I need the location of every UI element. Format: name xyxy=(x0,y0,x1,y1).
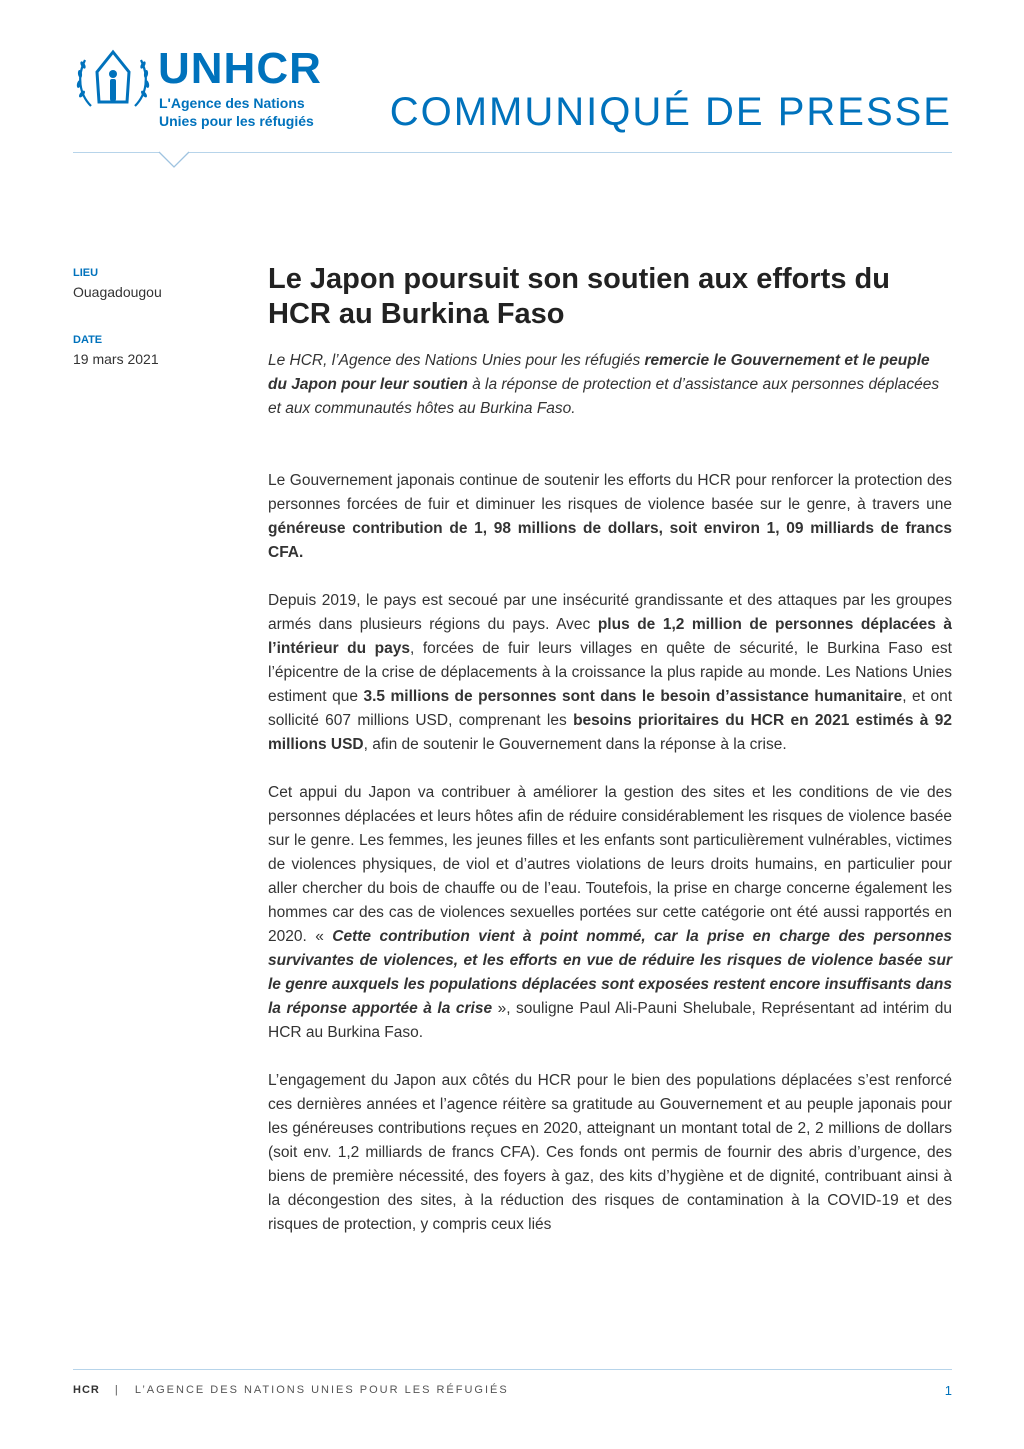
article xyxy=(268,262,952,1237)
text-run: Cette contribution vient à point nommé, car la prise en charge des personnes survivantes de violences, et les efforts en vue de réduire les risques de violence basée sur le genre auxquels les populations déplacées sont exposées restent encore insuffisants dans la réponse apportée à la crise xyxy=(268,928,952,1017)
date-value: 19 mars 2021 xyxy=(73,351,159,367)
paragraph-3 xyxy=(268,781,952,1045)
location-label: LIEU xyxy=(73,267,99,279)
article-title: Le Japon poursuit son soutien aux efforts du HCR au Burkina Faso xyxy=(268,263,890,330)
meta-location xyxy=(73,267,253,300)
article-lead xyxy=(268,349,952,421)
unhcr-emblem-icon xyxy=(73,46,153,116)
footer-separator: | xyxy=(114,1384,120,1396)
page-number: 1 xyxy=(944,1383,952,1398)
logo-tagline-line-1: L'Agence des Nations xyxy=(159,95,305,111)
text-run: généreuse contribution de 1, 98 millions de dollars, soit environ 1, 09 milliards de francs CFA. xyxy=(268,520,952,561)
location-value: Ouagadougou xyxy=(73,284,162,300)
text-run: , afin de soutenir le Gouvernement dans la réponse à la crise. xyxy=(363,736,787,753)
paragraph-2 xyxy=(268,589,952,757)
text-run: 3.5 millions de personnes sont dans le besoin d’assistance humanitaire xyxy=(363,688,903,705)
footer-agency: L’AGENCE DES NATIONS UNIES POUR LES RÉFUGIÉS xyxy=(134,1384,509,1396)
footer-divider xyxy=(73,1369,952,1370)
chevron-down-icon xyxy=(158,151,190,169)
footer xyxy=(73,1384,509,1396)
text-run: à la réponse de protection et d’assistance aux personnes déplacées et aux communautés hôtes au Burkina Faso. xyxy=(268,376,940,417)
logo-wordmark: UNHCR xyxy=(158,44,322,93)
text-run: plus de 1,2 million de personnes déplacées à l’intérieur du pays xyxy=(268,616,952,657)
text-run: , et ont sollicité 607 millions USD, comprenant les xyxy=(268,688,952,729)
text-run: L’engagement du Japon aux côtés du HCR pour le bien des populations déplacées s’est renforcé ces dernières années et l’agence réitère sa gratitude au Gouvernement et au peuple japonais pour les généreuses contributions reçues en 2020, atteignant un montant total de 2, 2 millions de dollars (soit env. 1,2 milliards de francs CFA). Ces fonds ont permis de fournir des abris d’urgence, des biens de première nécessité, des foyers à gaz, des kits d’hygiène et de dignité, contribuant ainsi à la décongestion des sites, à la réduction des risques de contamination à la COVID-19 et des risques de protection, y compris ceux liés xyxy=(268,1072,952,1233)
text-run: , forcées de fuir leurs villages en quête de sécurité, le Burkina Faso est l’épicentre de la crise de déplacements à la croissance la plus rapide au monde. Les Nations Unies estiment que xyxy=(268,640,952,705)
text-run: Le HCR, l’Agence des Nations Unies pour les réfugiés xyxy=(268,352,645,369)
paragraph-1 xyxy=(268,469,952,565)
meta-date xyxy=(73,334,253,367)
logo-tagline xyxy=(159,94,359,130)
text-run: Le Gouvernement japonais continue de soutenir les efforts du HCR pour renforcer la protection des personnes forcées de fuir et diminuer les risques de violence basée sur le genre, à travers une xyxy=(268,472,952,513)
text-run: besoins prioritaires du HCR en 2021 estimés à 92 millions USD xyxy=(268,712,952,753)
text-run: Depuis 2019, le pays est secoué par une insécurité grandissante et des attaques par les groupes armés dans plusieurs régions du pays. Avec xyxy=(268,592,952,633)
unhcr-logo xyxy=(73,46,353,136)
footer-brand: HCR xyxy=(73,1384,100,1396)
date-label: DATE xyxy=(73,334,103,346)
text-run: Cet appui du Japon va contribuer à améliorer la gestion des sites et les conditions de vie des personnes déplacées et leurs hôtes afin de réduire considérablement les risques de violence basée sur le genre. Les femmes, les jeunes filles et les enfants sont particulièrement vulnérables, victimes de violences physiques, de viol et d’autres violations de leurs droits humains, en particulier pour aller chercher du bois de chauffe ou de l’eau. Toutefois, la prise en charge concerne également les hommes car des cas de violences sexuelles portées sur cette catégorie ont été aussi rapportés en 2020. « xyxy=(268,784,952,945)
text-run: remercie le Gouvernement et le peuple du Japon pour leur soutien xyxy=(268,352,930,393)
text-run: », souligne Paul Ali-Pauni Shelubale, Représentant ad intérim du HCR au Burkina Faso. xyxy=(268,1000,952,1041)
paragraph-4 xyxy=(268,1069,952,1237)
press-release-title: COMMUNIQUÉ DE PRESSE xyxy=(389,90,952,134)
logo-tagline-line-2: Unies pour les réfugiés xyxy=(159,113,314,129)
header-divider xyxy=(73,152,952,153)
